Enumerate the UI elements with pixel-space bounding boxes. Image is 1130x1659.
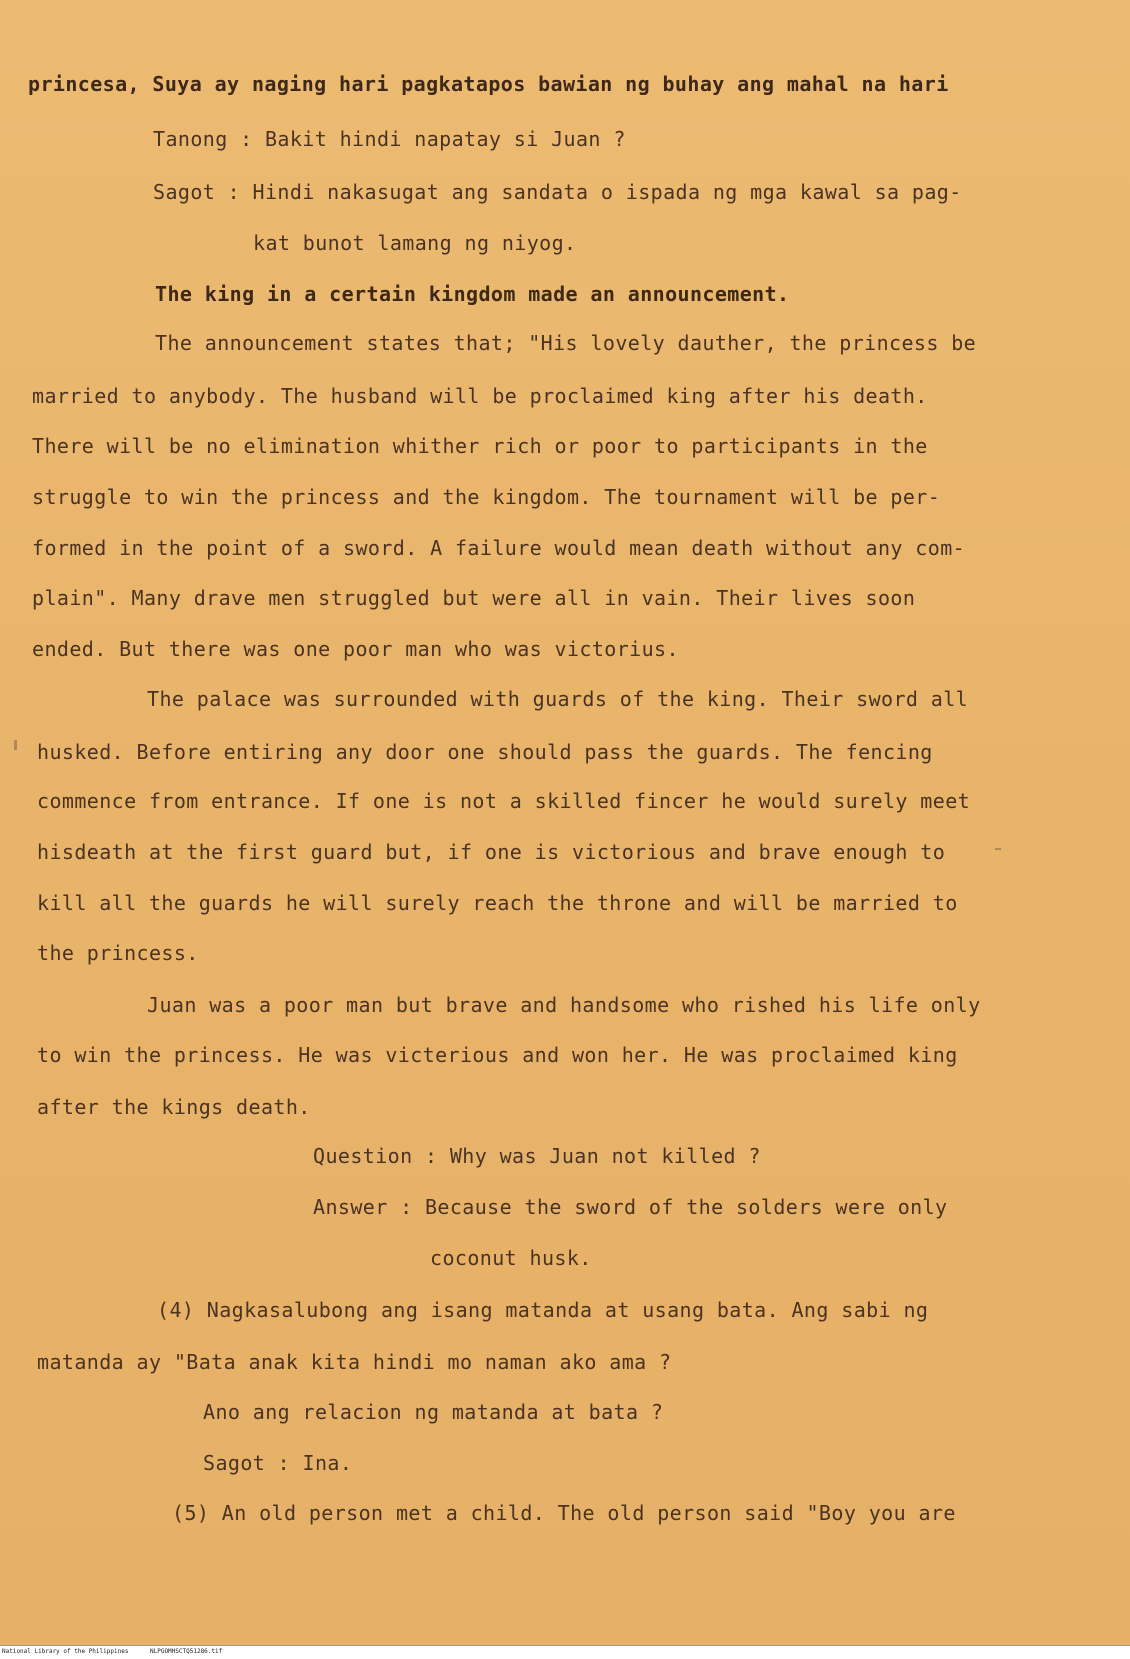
paper-speck bbox=[995, 848, 1001, 850]
text-line-18: the princess. bbox=[37, 941, 199, 965]
text-line-29: (5) An old person met a child. The old person said "Boy you are bbox=[172, 1501, 956, 1525]
text-line-14: husked. Before entiring any door one should pass the guards. The fencing bbox=[37, 740, 933, 764]
text-line-11: plain". Many drave men struggled but were all in vain. Their lives soon bbox=[32, 586, 916, 610]
text-line-8: There will be no elimination whither rich or poor to participants in the bbox=[32, 434, 928, 458]
text-line-3: Sagot : Hindi nakasugat ang sandata o ispada ng mga kawal sa pag- bbox=[153, 180, 962, 204]
text-line-15: commence from entrance. If one is not a skilled fincer he would surely meet bbox=[37, 789, 971, 813]
text-line-22: Question : Why was Juan not killed ? bbox=[313, 1144, 761, 1168]
text-line-26: matanda ay "Bata anak kita hindi mo naman ako ama ? bbox=[37, 1350, 672, 1374]
text-line-27: Ano ang relacion ng matanda at bata ? bbox=[203, 1400, 664, 1424]
text-line-21: after the kings death. bbox=[37, 1095, 311, 1119]
text-line-1: princesa, Suya ay naging hari pagkatapos bawian ng buhay ang mahal na hari bbox=[28, 72, 949, 96]
text-line-16: hisdeath at the first guard but, if one is victorious and brave enough to bbox=[37, 840, 946, 864]
paper-speck bbox=[14, 740, 17, 750]
footer-file: NLPGOMHSCTQ51286.tif bbox=[150, 1648, 223, 1655]
text-line-12: ended. But there was one poor man who was victorius. bbox=[32, 637, 679, 661]
text-line-28: Sagot : Ina. bbox=[203, 1451, 353, 1475]
text-line-5: The king in a certain kingdom made an announcement. bbox=[155, 282, 790, 306]
text-line-17: kill all the guards he will surely reach the throne and will be married to bbox=[37, 891, 958, 915]
text-line-13: The palace was surrounded with guards of the king. Their sword all bbox=[147, 687, 969, 711]
scan-footer bbox=[0, 1645, 1130, 1659]
text-line-9: struggle to win the princess and the kingdom. The tournament will be per- bbox=[32, 485, 941, 509]
text-line-19: Juan was a poor man but brave and handsome who rished his life only bbox=[147, 993, 981, 1017]
text-line-20: to win the princess. He was victerious and won her. He was proclaimed king bbox=[37, 1043, 958, 1067]
text-line-25: (4) Nagkasalubong ang isang matanda at usang bata. Ang sabi ng bbox=[157, 1298, 929, 1322]
text-line-2: Tanong : Bakit hindi napatay si Juan ? bbox=[153, 127, 626, 151]
text-line-10: formed in the point of a sword. A failure would mean death without any com- bbox=[32, 536, 966, 560]
text-line-24: coconut husk. bbox=[430, 1246, 592, 1270]
footer-library: National Library of the Philippines bbox=[2, 1648, 129, 1655]
text-line-4: kat bunot lamang ng niyog. bbox=[253, 231, 577, 255]
text-line-6: The announcement states that; "His lovely dauther, the princess be bbox=[155, 331, 977, 355]
text-line-23: Answer : Because the sword of the solders were only bbox=[313, 1195, 948, 1219]
text-line-7: married to anybody. The husband will be proclaimed king after his death. bbox=[32, 384, 928, 408]
